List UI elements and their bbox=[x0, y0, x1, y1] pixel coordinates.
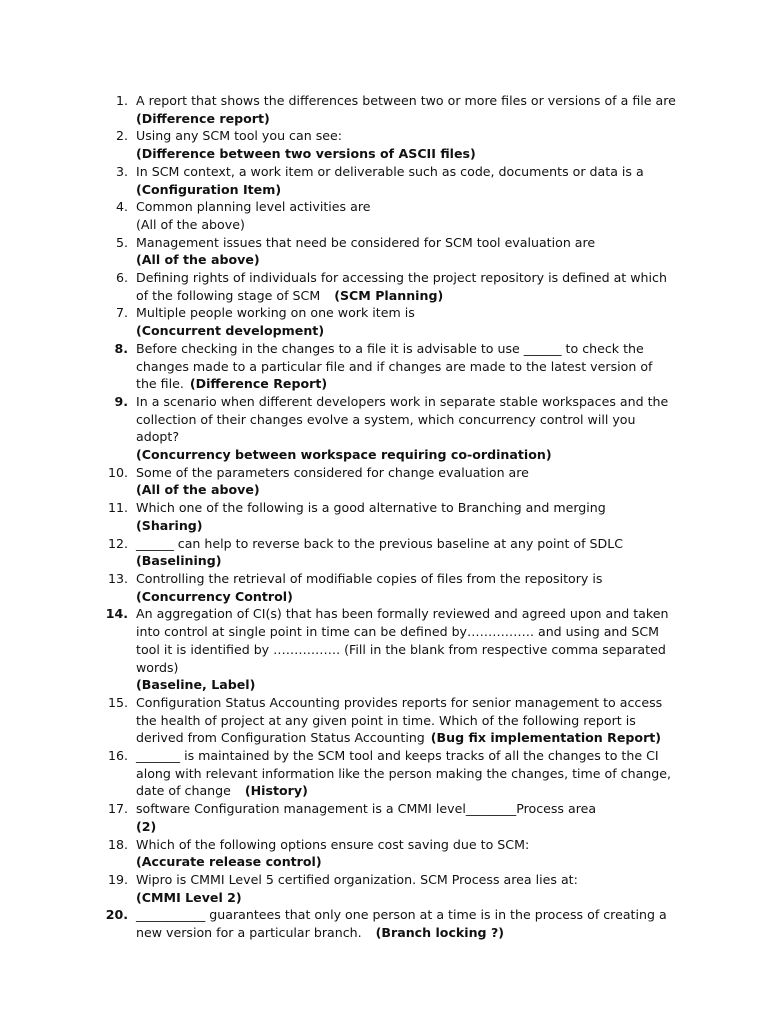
answer-text: (Difference between two versions of ASCII files) bbox=[136, 146, 476, 162]
question-number: 20. bbox=[105, 907, 128, 923]
question-number: 4. bbox=[115, 199, 128, 215]
question-number: 18. bbox=[107, 836, 128, 852]
question-text: Which of the following options ensure cost saving due to SCM: bbox=[136, 836, 530, 852]
question-number: 13. bbox=[107, 570, 128, 586]
question-number: 16. bbox=[107, 748, 128, 764]
answer-text: (Concurrency between workspace requiring co-ordination) bbox=[136, 447, 552, 463]
answer-text: (All of the above) bbox=[136, 482, 260, 498]
question-number: 3. bbox=[115, 163, 128, 179]
question-text: Defining rights of individuals for accessing the project repository is defined at which of the following stage of SCM bbox=[136, 270, 667, 303]
question-number: 2. bbox=[115, 128, 128, 144]
question-number: 17. bbox=[107, 801, 128, 817]
question-text: Using any SCM tool you can see: bbox=[136, 128, 342, 144]
question-item bbox=[0, 198, 768, 233]
question-item bbox=[0, 92, 768, 127]
answer-text: (Accurate release control) bbox=[136, 854, 322, 870]
answer-text: (Concurrent development) bbox=[136, 323, 325, 339]
question-text: In a scenario when different developers work in separate stable workspaces and the collection of their changes evolve a system, which concurrency control will you adopt? bbox=[136, 393, 669, 445]
question-number: 10. bbox=[107, 464, 128, 480]
question-number: 9. bbox=[114, 393, 128, 409]
question-text: Management issues that need be considered for SCM tool evaluation are bbox=[136, 234, 596, 250]
question-text: Wipro is CMMI Level 5 certified organization. SCM Process area lies at: bbox=[136, 871, 578, 887]
question-item bbox=[0, 871, 768, 906]
answer-text: (Bug fix implementation Report) bbox=[430, 730, 662, 746]
question-text: Configuration Status Accounting provides reports for senior management to access the health of project at any given point in time. Which of the following report is derived from Configuration Status Accounting bbox=[136, 694, 663, 746]
question-item bbox=[0, 163, 768, 198]
question-text: A report that shows the differences between two or more files or versions of a file are bbox=[136, 93, 676, 108]
question-number: 11. bbox=[107, 500, 128, 516]
question-item bbox=[0, 906, 768, 941]
question-item bbox=[0, 127, 768, 162]
question-text: Common planning level activities are bbox=[136, 199, 371, 215]
question-number: 5. bbox=[115, 234, 128, 250]
answer-text: (Concurrency Control) bbox=[136, 588, 293, 604]
question-item bbox=[0, 747, 768, 800]
question-text: ___________ guarantees that only one person at a time is in the process of creating a new version for a particular branch. bbox=[136, 907, 667, 941]
question-number: 1. bbox=[115, 93, 128, 108]
answer-key-list bbox=[0, 92, 768, 942]
question-number: 6. bbox=[115, 270, 128, 286]
question-item bbox=[0, 464, 768, 499]
answer-text: (History) bbox=[244, 783, 308, 799]
answer-text: (Configuration Item) bbox=[136, 181, 282, 197]
question-text: Some of the parameters considered for change evaluation are bbox=[136, 464, 529, 480]
question-text: An aggregation of CI(s) that has been formally reviewed and agreed upon and taken into control at single point in time can be defined by……………. and using and SCM tool it is identified by ……………. (Fill in the blank from respective comma separated words) bbox=[136, 606, 669, 675]
question-text: ______ can help to reverse back to the previous baseline at any point of SDLC bbox=[136, 535, 624, 551]
question-item bbox=[0, 694, 768, 747]
question-text: _______ is maintained by the SCM tool and keeps tracks of all the changes to the CI along with relevant information like the person making the changes, time of change, date of change bbox=[136, 748, 672, 799]
question-item bbox=[0, 499, 768, 534]
question-number: 15. bbox=[107, 694, 128, 710]
answer-text: (SCM Planning) bbox=[334, 287, 444, 303]
question-number: 12. bbox=[107, 535, 128, 551]
question-item bbox=[0, 234, 768, 269]
question-item bbox=[0, 393, 768, 464]
answer-text: (Baselining) bbox=[136, 553, 222, 569]
question-item bbox=[0, 800, 768, 835]
answer-text: (CMMI Level 2) bbox=[136, 889, 242, 905]
question-item bbox=[0, 570, 768, 605]
answer-text: (All of the above) bbox=[136, 216, 245, 232]
question-item bbox=[0, 269, 768, 304]
answer-text: (Baseline, Label) bbox=[136, 677, 256, 693]
answer-text: (Sharing) bbox=[136, 517, 203, 533]
question-item bbox=[0, 605, 768, 694]
question-item bbox=[0, 836, 768, 871]
question-item bbox=[0, 304, 768, 339]
answer-text: (Branch locking ?) bbox=[375, 925, 505, 941]
answer-text: (Difference report) bbox=[136, 110, 270, 126]
answer-text: (2) bbox=[136, 818, 157, 834]
question-item bbox=[0, 535, 768, 570]
question-text: Multiple people working on one work item is bbox=[136, 305, 415, 321]
answer-text: (Difference Report) bbox=[189, 376, 328, 392]
question-number: 14. bbox=[105, 606, 128, 622]
question-text: Which one of the following is a good alternative to Branching and merging bbox=[136, 500, 606, 516]
question-text: software Configuration management is a CMMI level________Process area bbox=[136, 801, 597, 817]
question-number: 7. bbox=[115, 305, 128, 321]
answer-text: (All of the above) bbox=[136, 252, 260, 268]
question-item bbox=[0, 340, 768, 393]
question-number: 19. bbox=[107, 871, 128, 887]
question-text: Before checking in the changes to a file it is advisable to use ______ to check the changes made to a particular file and if changes are made to the latest version of the file. bbox=[136, 340, 653, 392]
question-text: Controlling the retrieval of modifiable copies of files from the repository is bbox=[136, 570, 603, 586]
question-number: 8. bbox=[114, 340, 128, 356]
question-text: In SCM context, a work item or deliverable such as code, documents or data is a bbox=[136, 163, 644, 179]
